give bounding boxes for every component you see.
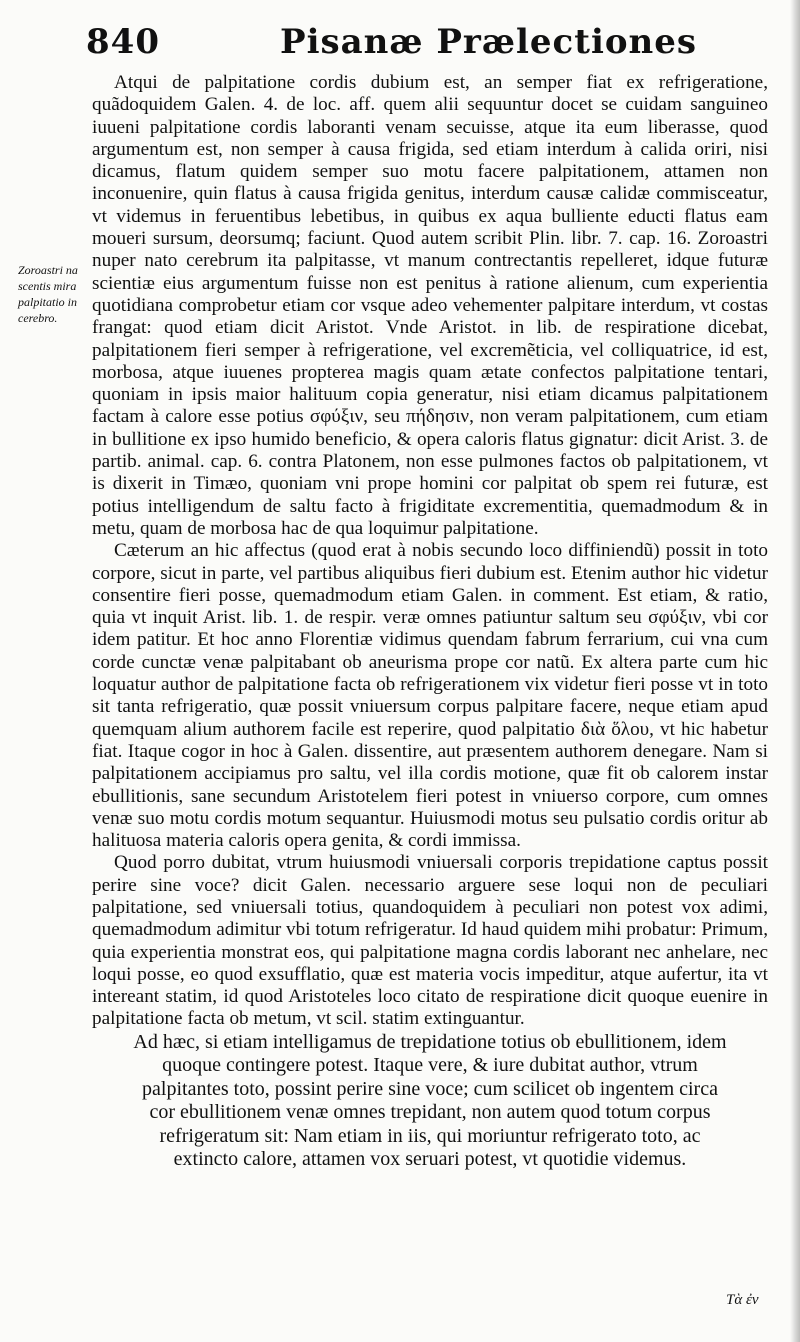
paragraph-1: Atqui de palpitatione cordis dubium est, an semper fiat ex refrigeratione, quãdoquidem Galen. 4. de loc. aff. quem alii sequuntur docet se cuidam sanguineo iuueni palpitatione cordis laboranti venam secuisse, atque ita eum liberasse, quod argumentum est, non semper à causa frigida, sed etiam interdum à calida oriri, nisi dicamus, flatum quidem semper suo motu facere palpitationem, attamen non inconuenire, quin flatus à causa frigida genitus, interdum causæ calidæ commisceatur, vt videmus in feruentibus lebetibus, in quibus ex aqua bulliente educti flatus eam moueri sursum, deorsumq; faciunt. Quod autem scribit Plin. libr. 7. cap. 16. Zoroastri nuper nato cerebrum ita palpitasse, vt manum contrectantis repelleret, idque futuræ scientiæ eius argumentum fuisse non est penitus à ratione alienum, cum experientia quotidiana comprobetur etiam cor vsque adeo vehementer palpitare interdum, vt costas frangat: quod etiam dicit Aristot. Vnde Aristot. in lib. de respiratione dicebat, palpitationem fieri semper à refrigeratione, vel excremẽticia, vel colliquatrice, id est, morbosa, atque iuuenes propterea magis quam ætate confectos palpitatione tentari, quoniam in ipsis maior halituum copia generatur, nisi etiam dicamus palpitationem factam à calore esse potius σφύξιν, seu πήδησιν, non veram palpitationem, cum etiam in bullitione ex ipso humido beneficio, & opera caloris flatus gignatur: dicit Arist. 3. de partib. animal. cap. 6. contra Platonem, non esse pulmones factos ob palpitationem, vt is dixerit in Timæo, quoniam vni prope homini cor palpitat ob spem rei futuræ, est potius intelligendum de saltu facto à frigiditate excrementitia, quemadmodum & in metu, quam de morbosa hac de qua loquimur palpitatione. — [92, 72, 768, 539]
margin-note: Zoroastri na scentis mira palpitatio in cerebro. — [18, 263, 78, 325]
paragraph-2: Cæterum an hic affectus (quod erat à nobis secundo loco diffiniendũ) possit in toto corpore, sicut in parte, vel partibus aliquibus fieri dubium est. Etenim author hic videtur consentire fieri posse, quemadmodum etiam Galen. in comment. Est etiam, & ratio, quia vt inquit Arist. lib. 1. de respir. veræ omnes patiuntur saltum seu σφύξιν, vbi cor idem patitur. Et hoc anno Florentiæ vidimus quendam fabrum ferrarium, cui vna cum corde cunctæ venæ palpitabant ob aneurisma prope cor natũ. Ex altera parte cum hic loquatur author de palpitatione facta ob refrigerationem vix videtur fieri posse vt in toto sit tanta refrigeratio, quæ possit vniuersum corpus palpitare facere, neque etiam apud quemquam alium authorem facile est reperire, quod palpitatio διὰ ὅλου, vt hic habetur fiat. Itaque cogor in hoc à Galen. dissentire, aut præsentem authorem denegare. Nam si palpitationem accipiamus pro saltu, vel illa cordis motione, quæ fit ob calorem instar ebullitionis, sane secundum Aristotelem fieri potest in vniuerso corpore, cum omnes venæ suo motu cordis motum sequantur. Huiusmodi motus seu pulsatio cordis oritur ab halituosa materia caloris opera genita, & cordi immissa. — [92, 540, 768, 852]
page-number: 840 — [86, 22, 160, 62]
page-header — [0, 22, 800, 70]
paragraph-4: Ad hæc, si etiam intelligamus de trepidatione totius ob ebullitionem, idem quoque contingere potest. Itaque vere, & iure dubitat author, vtrum palpitantes toto, possint perire sine voce; cum scilicet ob ingentem circa cor ebullitionem venæ omnes trepidant, non autem quod totum corpus refrigeratum sit: Nam etiam in iis, qui moriuntur refrigerato toto, ac extincto calore, attamen vox seruari potest, vt quotidie videmus. — [133, 1030, 727, 1171]
running-title: Pisanæ Prælectiones — [280, 22, 698, 62]
body-text — [92, 72, 768, 1172]
catchword: Τὰ ἐν — [726, 1292, 759, 1308]
paragraph-3: Quod porro dubitat, vtrum huiusmodi vniuersali corporis trepidatione captus possit perire sine voce? dicit Galen. necessario arguere sese loqui non de peculiari palpitatione, sed vniuersali totius, quandoquidem à peculiari non potest vox adimi, quemadmodum adimitur vbi totum refrigeratur. Id haud quidem mihi probatur: Primum, quia experientia monstrat eos, qui palpitatione magna cordis laborant nec anhelare, nec loqui posse, eo quod exsufflatio, quæ est materia vocis impeditur, atque aufertur, ita vt intereant statim, id quod Aristoteles loco citato de respiratione dicit quoque euenire in palpitatione facta ob metum, vt scil. statim extinguantur. — [92, 852, 768, 1030]
page-edge-shadow — [790, 0, 800, 1342]
